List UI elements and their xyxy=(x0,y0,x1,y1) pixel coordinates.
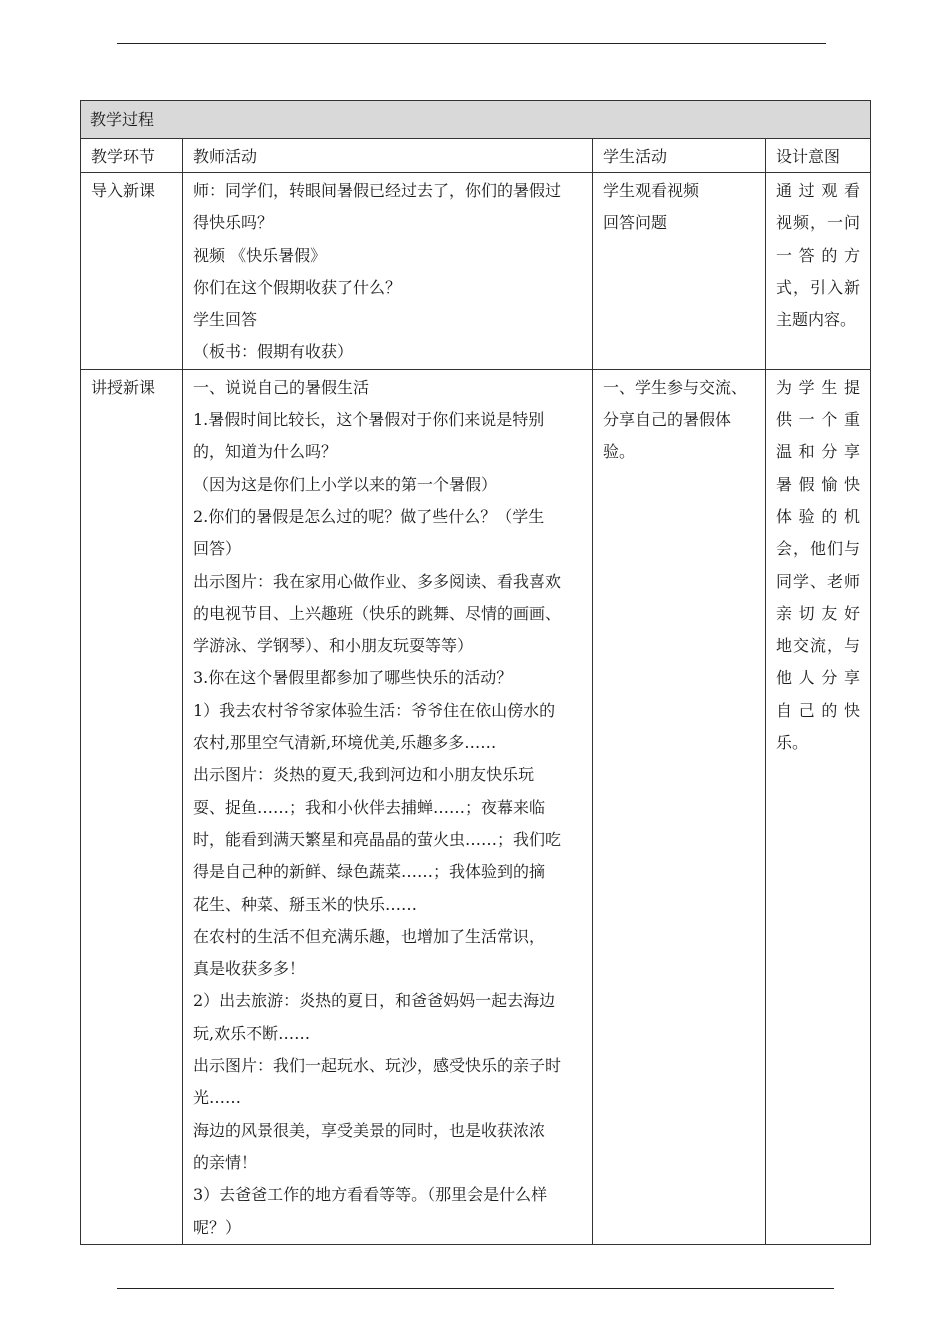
text-line: 一、说说自己的暑假生活 xyxy=(193,377,370,397)
text-line: 体验的机 xyxy=(776,506,860,526)
text-line: 出示图片：我们一起玩水、玩沙，感受快乐的亲子时 xyxy=(193,1056,562,1076)
stage-cell xyxy=(81,369,183,1244)
text-line: 一、学生参与交流、 xyxy=(603,377,748,397)
text-line: 分享自己的暑假体 xyxy=(603,410,732,430)
student-activity-cell xyxy=(593,173,766,370)
text-line: 视频，一问 xyxy=(776,213,860,233)
text-line: 你们在这个假期收获了什么？ xyxy=(193,277,402,297)
text-line: 一答的方 xyxy=(776,245,860,265)
design-purpose-cell xyxy=(766,173,871,370)
text-line: 1.暑假时间比较长，这个暑假对于你们来说是特别 xyxy=(193,410,545,430)
text-line: 3）去爸爸工作的地方看看等等。（那里会是什么样 xyxy=(193,1185,548,1205)
text-line: 师：同学们，转眼间暑假已经过去了，你们的暑假过 xyxy=(193,181,562,200)
text-line: 时，能看到满天繁星和亮晶晶的萤火虫……；我们吃 xyxy=(193,829,562,849)
text-line: 耍、捉鱼……；我和小伙伴去捕蝉……；夜幕来临 xyxy=(193,797,546,817)
text-line: 式，引入新 xyxy=(776,277,860,297)
lesson-plan-table xyxy=(80,100,871,1245)
text-line: 海边的风景很美，享受美景的同时，也是收获浓浓 xyxy=(193,1120,546,1140)
text-line: 得是自己种的新鲜、绿色蔬菜……；我体验到的摘 xyxy=(193,862,546,882)
header-teacher-activity: 教师活动 xyxy=(183,139,593,173)
text-line: 自己的快 xyxy=(776,700,860,720)
text-line: 学游泳、学钢琴）、和小朋友玩耍等等） xyxy=(193,636,474,656)
text-line: 的，知道为什么吗？ xyxy=(193,442,338,462)
student-activity-cell xyxy=(593,369,766,1244)
header-student-activity: 学生活动 xyxy=(593,139,766,173)
header-design-purpose: 设计意图 xyxy=(766,139,871,173)
header-rule xyxy=(117,43,826,44)
text-line: 学生观看视频 xyxy=(603,181,700,200)
text-line: 玩,欢乐不断…… xyxy=(193,1023,311,1043)
text-line: 乐。 xyxy=(776,733,809,753)
text-line: 在农村的生活不但充满乐趣，也增加了生活常识， xyxy=(193,926,546,946)
table-row-intro xyxy=(81,173,871,370)
text-line: 呢？） xyxy=(193,1217,242,1237)
stage-label: 导入新课 xyxy=(91,181,156,200)
text-line: 真是收获多多！ xyxy=(193,959,306,979)
design-purpose-cell xyxy=(766,369,871,1244)
text-line: 供一个重 xyxy=(776,410,860,430)
text-line: 出示图片：炎热的夏天,我到河边和小朋友快乐玩 xyxy=(193,765,535,785)
text-line: （板书：假期有收获） xyxy=(193,342,354,362)
footer-rule xyxy=(117,1288,834,1289)
text-line: 亲切友好 xyxy=(776,603,860,623)
text-line: 得快乐吗？ xyxy=(193,213,274,233)
text-line: 光…… xyxy=(193,1088,242,1108)
text-line: 为学生提 xyxy=(776,377,860,397)
table-row-new-lesson xyxy=(81,369,871,1244)
teacher-activity-cell xyxy=(183,173,593,370)
text-line: 的亲情！ xyxy=(193,1152,258,1172)
header-stage: 教学环节 xyxy=(81,139,183,173)
text-line: 会，他们与 xyxy=(776,539,860,559)
text-line: 1）我去农村爷爷家体验生活：爷爷住在依山傍水的 xyxy=(193,700,556,720)
text-line: 他人分享 xyxy=(776,668,860,688)
text-line: 主题内容。 xyxy=(776,310,857,330)
stage-cell xyxy=(81,173,183,370)
text-line: 出示图片：我在家用心做作业、多多阅读、看我喜欢 xyxy=(193,571,562,591)
text-line: 回答问题 xyxy=(603,213,668,233)
stage-label: 讲授新课 xyxy=(91,377,156,397)
text-line: 视频 《快乐暑假》 xyxy=(193,245,327,265)
text-line: 验。 xyxy=(603,442,636,462)
section-title-row xyxy=(81,101,871,139)
text-line: （因为这是你们上小学以来的第一个暑假） xyxy=(193,474,498,494)
text-line: 同学、老师 xyxy=(776,571,860,591)
section-title: 教学过程 xyxy=(81,101,871,139)
text-line: 温和分享 xyxy=(776,442,860,462)
text-line: 花生、种菜、掰玉米的快乐…… xyxy=(193,894,418,914)
text-line: 回答） xyxy=(193,539,242,559)
text-line: 农村,那里空气清新,环境优美,乐趣多多…… xyxy=(193,733,497,753)
text-line: 学生回答 xyxy=(193,310,258,330)
text-line: 暑假愉快 xyxy=(776,474,860,494)
text-line: 3.你在这个暑假里都参加了哪些快乐的活动？ xyxy=(193,668,513,688)
text-line: 的电视节目、上兴趣班（快乐的跳舞、尽情的画画、 xyxy=(193,603,562,623)
text-line: 2）出去旅游：炎热的夏日，和爸爸妈妈一起去海边 xyxy=(193,991,556,1011)
text-line: 2.你们的暑假是怎么过的呢？做了些什么？（学生 xyxy=(193,506,545,526)
text-line: 地交流，与 xyxy=(776,636,860,656)
text-line: 通过观看 xyxy=(776,181,860,200)
teacher-activity-cell xyxy=(183,369,593,1244)
header-row xyxy=(81,139,871,173)
